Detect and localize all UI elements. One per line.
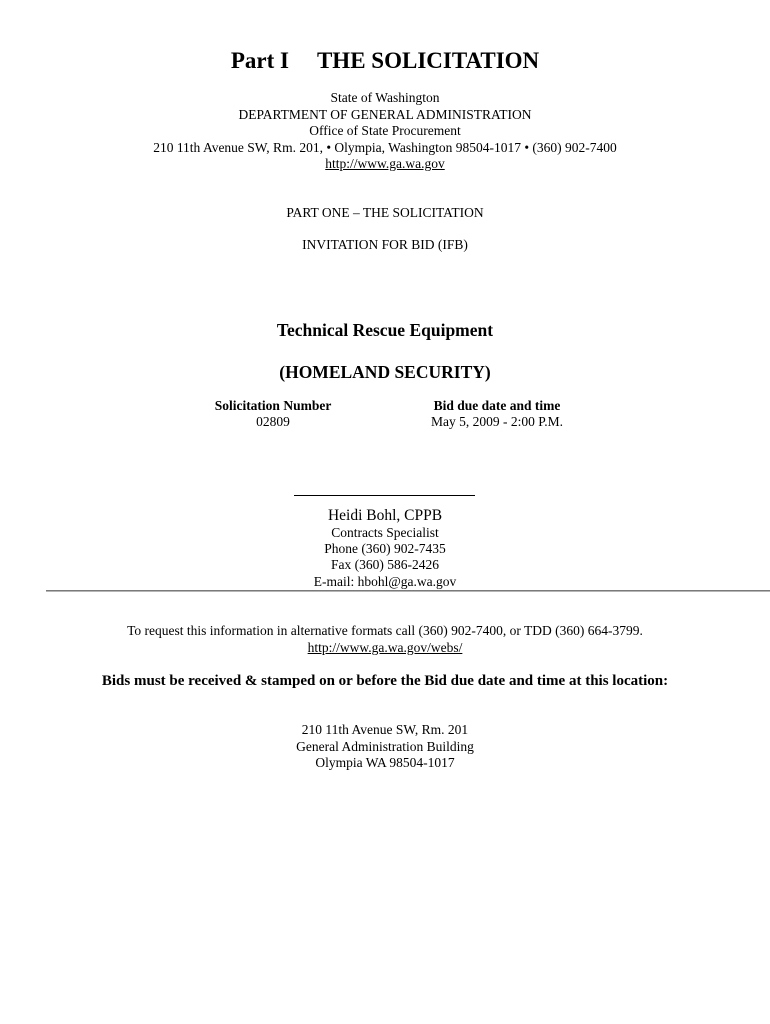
solicitation-number-block bbox=[173, 398, 373, 430]
agency-office: Office of State Procurement bbox=[309, 123, 461, 138]
alternative-formats-link[interactable]: http://www.ga.wa.gov/webs/ bbox=[307, 640, 463, 655]
title-text: THE SOLICITATION bbox=[316, 48, 540, 73]
agency-website-row bbox=[0, 156, 770, 172]
agency-state: State of Washington bbox=[330, 90, 440, 105]
bid-due-label: Bid due date and time bbox=[433, 398, 561, 413]
part-one-heading: PART ONE – THE SOLICITATION bbox=[286, 205, 484, 220]
alternative-link-row bbox=[0, 640, 770, 656]
solicitation-number-label: Solicitation Number bbox=[214, 398, 332, 413]
alternative-formats-text: To request this information in alternative formats call (360) 902-7400, or TDD (360) 664-3799. bbox=[127, 623, 643, 638]
contact-email: E-mail: hbohl@ga.wa.gov bbox=[313, 574, 457, 589]
solicitation-number-value: 02809 bbox=[256, 414, 290, 429]
agency-website-link[interactable]: http://www.ga.wa.gov bbox=[325, 156, 445, 171]
contact-fax: Fax (360) 586-2426 bbox=[331, 557, 439, 572]
bid-due-block bbox=[397, 398, 597, 430]
section-divider bbox=[46, 590, 770, 592]
solicitation-subject: Technical Rescue Equipment bbox=[276, 320, 494, 340]
solicitation-type: INVITATION FOR BID (IFB) bbox=[302, 237, 468, 252]
agency-address: 210 11th Avenue SW, Rm. 201, • Olympia, Washington 98504-1017 • (360) 902-7400 bbox=[153, 140, 617, 155]
submission-address-line2: General Administration Building bbox=[296, 739, 474, 754]
submission-address-line3: Olympia WA 98504-1017 bbox=[315, 755, 455, 770]
part-label: Part I bbox=[230, 48, 289, 73]
contact-name: Heidi Bohl, CPPB bbox=[327, 507, 443, 524]
bid-due-value: May 5, 2009 - 2:00 P.M. bbox=[430, 414, 563, 429]
page-title bbox=[0, 46, 770, 76]
submission-address-line1: 210 11th Avenue SW, Rm. 201 bbox=[301, 722, 469, 737]
submission-notice: Bids must be received & stamped on or before the Bid due date and time at this location: bbox=[101, 673, 669, 689]
agency-department: DEPARTMENT OF GENERAL ADMINISTRATION bbox=[238, 107, 532, 122]
solicitation-category: (HOMELAND SECURITY) bbox=[279, 362, 491, 382]
contact-phone: Phone (360) 902-7435 bbox=[324, 541, 446, 556]
contact-title: Contracts Specialist bbox=[331, 525, 439, 540]
signature-line bbox=[294, 495, 475, 496]
